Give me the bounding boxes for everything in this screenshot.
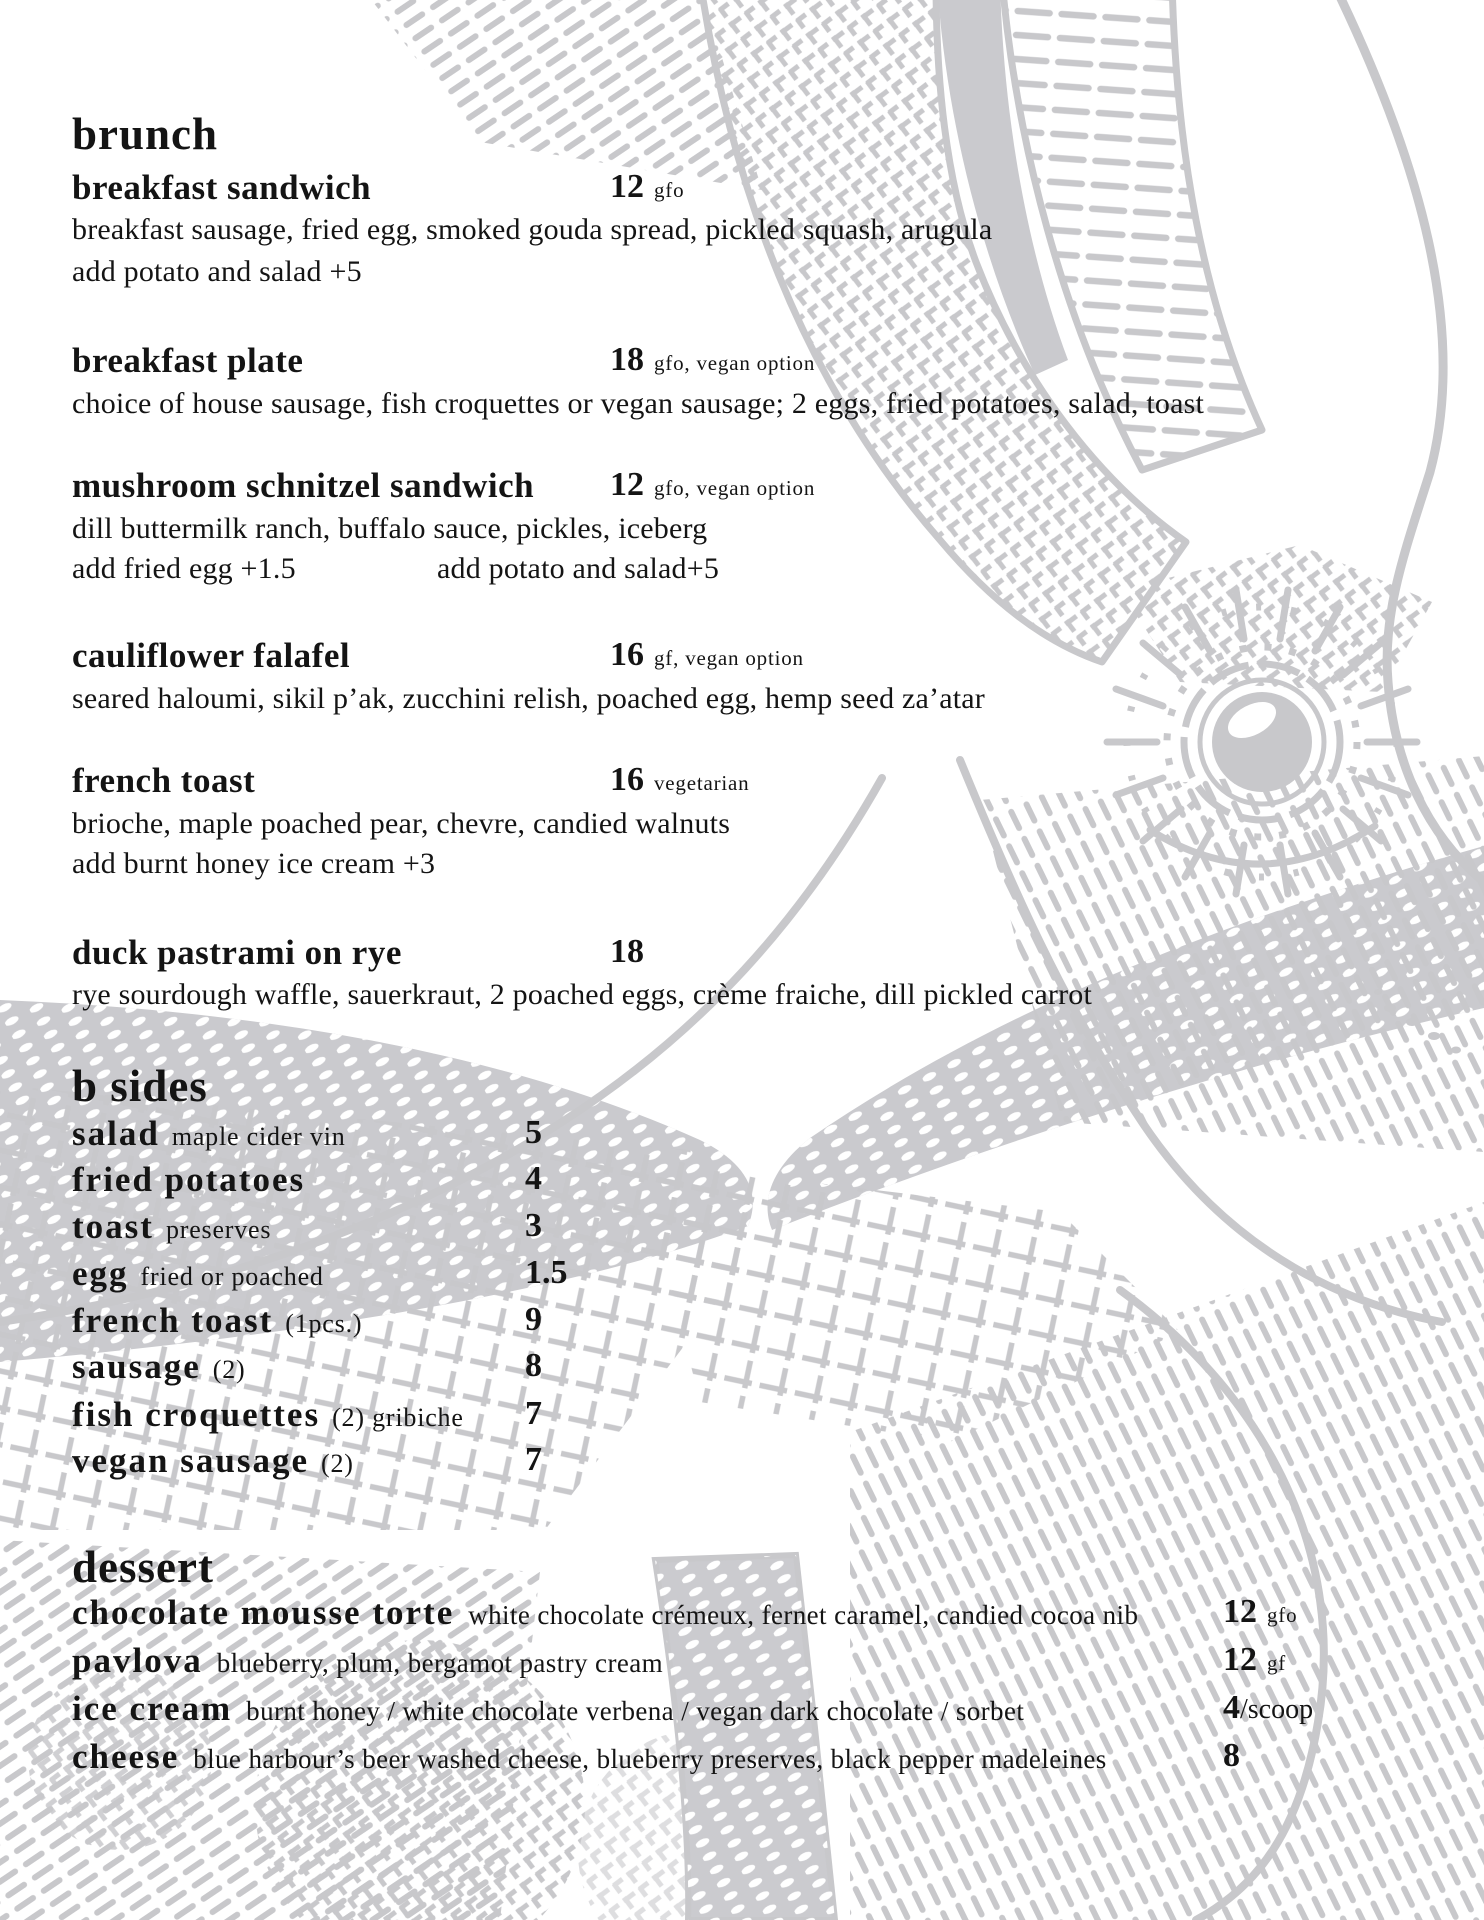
item-name: cauliflower falafel [72,636,351,675]
item-price: 18 gfo, vegan option [610,341,816,378]
diet-tag: gf, vegan option [654,646,804,670]
side-item-fish-croquettes [72,1397,1460,1432]
item-name: chocolate mousse torte [72,1593,455,1632]
item-price: 1.5 [525,1254,568,1291]
diet-tag: gfo [1267,1603,1298,1627]
diet-tag: gfo, vegan option [654,351,816,375]
item-note: (2) [321,1449,354,1478]
item-name: fish croquettes [72,1395,321,1434]
item-note: maple cider vin [171,1122,346,1151]
side-item-egg [72,1256,1460,1291]
item-addons [72,554,1460,584]
menu-item-breakfast-plate [72,343,1460,378]
side-item-vegan-sausage [72,1443,1460,1478]
item-name: salad [72,1114,160,1153]
item-note: burnt honey / white chocolate verbena / vegan dark chocolate / sorbet [246,1696,1025,1726]
item-name: toast [72,1207,154,1246]
item-name: ice cream [72,1689,233,1728]
diet-tag: gf [1267,1651,1287,1675]
item-name: fried potatoes [72,1160,306,1199]
item-price: 8 [525,1347,542,1384]
item-name: french toast [72,761,256,800]
side-item-sausage [72,1349,1460,1384]
dessert-item-pavlova [72,1643,1460,1678]
addon-left: add fried egg +1.5 [72,552,296,585]
item-desc: add burnt honey ice cream +3 [72,847,436,880]
item-price: 4 [525,1160,542,1197]
item-price: 9 [525,1301,542,1338]
section-heading-brunch: brunch [72,109,219,159]
item-price: 18 [610,933,644,970]
item-name: vegan sausage [72,1441,309,1480]
item-name: french toast [72,1301,274,1340]
item-price: 3 [525,1207,542,1244]
price-suffix: /scoop [1240,1694,1314,1725]
item-price: 12 gfo, vegan option [610,466,816,503]
item-desc: rye sourdough waffle, sauerkraut, 2 poached eggs, crème fraiche, dill pickled carrot [72,978,1092,1011]
item-name: pavlova [72,1641,203,1680]
item-note: preserves [165,1215,272,1244]
item-name: sausage [72,1347,201,1386]
item-desc: breakfast sausage, fried egg, smoked gouda spread, pickled squash, arugula [72,213,993,246]
side-item-toast [72,1209,1460,1244]
diet-tag: vegetarian [654,771,750,795]
section-heading-b-sides: b sides [72,1061,208,1111]
side-item-fried-potatoes [72,1162,1460,1197]
menu-item-french-toast [72,763,1460,798]
item-price: 8 [1223,1737,1240,1774]
item-name: cheese [72,1737,180,1776]
item-price: 4/scoop [1223,1689,1314,1726]
dessert-item-chocolate-mousse-torte [72,1595,1460,1630]
side-item-french-toast [72,1303,1460,1338]
item-price: 7 [525,1395,542,1432]
item-price: 12 gfo [1223,1593,1298,1630]
section-heading-dessert: dessert [72,1542,214,1592]
item-name: breakfast plate [72,341,304,380]
item-desc: add potato and salad +5 [72,255,362,288]
item-price: 16 gf, vegan option [610,636,804,673]
item-price: 7 [525,1441,542,1478]
item-note: fried or poached [140,1262,324,1291]
item-note: (2) gribiche [332,1403,464,1432]
side-item-salad [72,1116,1460,1151]
item-name: mushroom schnitzel sandwich [72,466,535,505]
dessert-item-ice-cream [72,1691,1460,1726]
item-desc: choice of house sausage, fish croquettes or vegan sausage; 2 eggs, fried potatoes, salad, toast [72,387,1204,420]
addon-right: add potato and salad+5 [437,552,720,585]
item-desc: seared haloumi, sikil p’ak, zucchini relish, poached egg, hemp seed za’atar [72,682,985,715]
item-price: 12 gfo [610,168,685,205]
dessert-item-cheese [72,1739,1460,1774]
item-note: white chocolate crémeux, fernet caramel, candied cocoa nib [468,1600,1139,1630]
menu-item-mushroom-schnitzel [72,468,1460,503]
item-desc: dill buttermilk ranch, buffalo sauce, pickles, iceberg [72,512,708,545]
item-note: blue harbour’s beer washed cheese, blueberry preserves, black pepper madeleines [193,1744,1107,1774]
item-name: breakfast sandwich [72,168,372,207]
item-name: egg [72,1254,129,1293]
item-price: 5 [525,1114,542,1151]
item-price: 12 gf [1223,1641,1287,1678]
item-note: (2) [212,1355,246,1384]
diet-tag: gfo [654,178,685,202]
diet-tag: gfo, vegan option [654,476,816,500]
item-desc: brioche, maple poached pear, chevre, candied walnuts [72,807,731,840]
menu-item-duck-pastrami [72,935,1460,970]
item-note: (1pcs.) [285,1309,363,1338]
menu-item-cauliflower-falafel [72,638,1460,673]
item-price: 16 vegetarian [610,761,750,798]
item-name: duck pastrami on rye [72,933,402,972]
menu-item-breakfast-sandwich [72,170,1460,205]
item-note: blueberry, plum, bergamot pastry cream [216,1648,664,1678]
